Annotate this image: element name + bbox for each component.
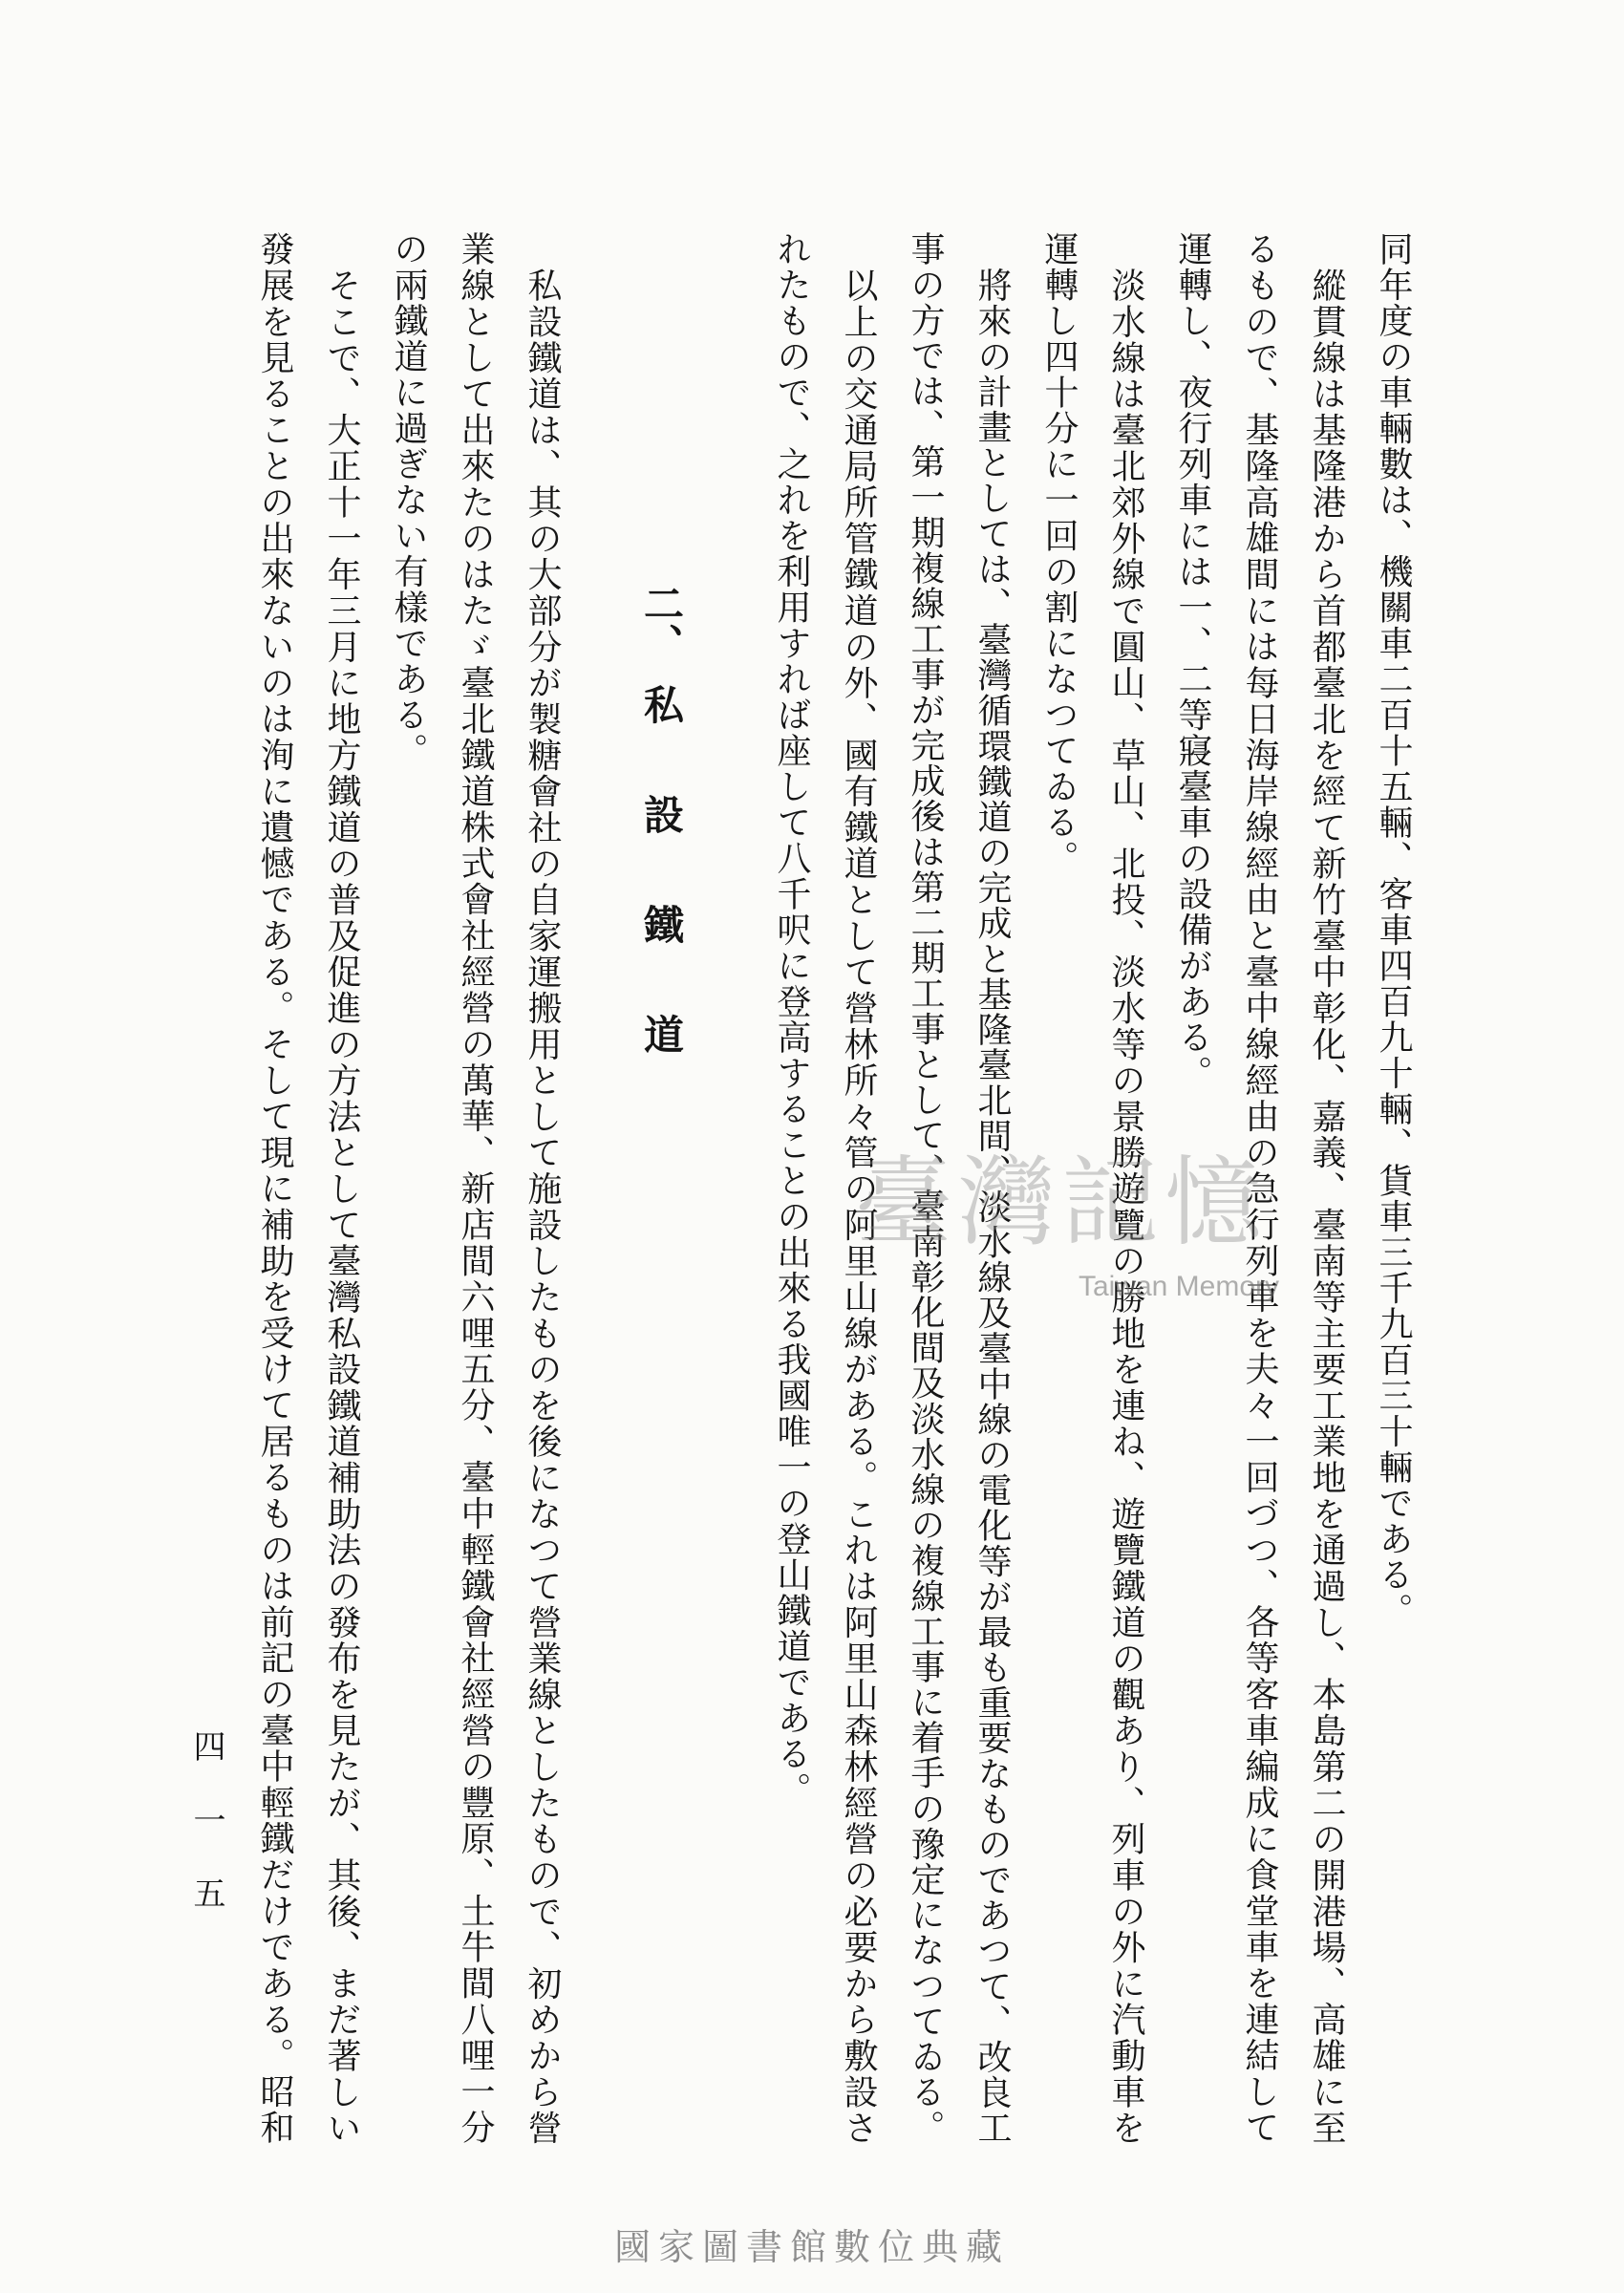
text-line: 將來の計畫としては、臺灣循環鐵道の完成と基隆臺北間、淡水線及臺中線の電化等が最も重要なものであつて、改良工 [972,267,1012,2144]
watermark-title: 臺灣記憶 [855,1146,1268,1260]
page-number: 四一五 [187,1729,225,1950]
text-line: 發展を見ることの出來ないのは洵に遺憾である。そして現に補助を受けて居るものは前記の臺中輕鐵だけである。昭和 [255,231,294,2144]
watermark-subtitle: Taiwan Memory [1078,1271,1279,1302]
text-line: の兩鐵道に過ぎない有樣である。 [389,231,428,769]
section-heading [636,583,686,1175]
text-line: 同年度の車輛數は、機關車二百十五輛、客車四百九十輛、貨車三千九百三十輛である。 [1374,231,1413,1629]
text-line: 運轉し、夜行列車には一、二等寢臺車の設備がある。 [1173,231,1212,1091]
text-line: そこで、大正十一年三月に地方鐵道の普及促進の方法として臺灣私設鐵道補助法の發布を見たが、其後、まだ著しい [322,267,361,2144]
text-line: 淡水線は臺北郊外線で圓山、草山、北投、淡水等の景勝遊覽の勝地を連ね、遊覽鐵道の觀あり、列車の外に汽動車を [1106,267,1145,2144]
text-line: れたもので、之れを利用すれば座して八千呎に登高することの出來る我國唯一の登山鐵道である。 [772,231,811,1808]
text-line: 私設鐵道は、其の大部分が製糖會社の自家運搬用として施設したものを後になつて營業線としたもので、初めから營 [523,267,562,2144]
text-line: るもので、基隆高雄間には每日海岸線經由と臺中線經由の急行列車を夫々一回づつ、各等客車編成に食堂車を連結して [1240,231,1279,2144]
text-block-government-railways [758,231,1426,2144]
section-number: 二、 [638,583,685,663]
text-line: 以上の交通局所管鐵道の外、國有鐵道として營林所々管の阿里山線がある。これは阿里山森林經營の必要から敷設さ [839,267,878,2144]
text-line: 業線として出來たのはたゞ臺北鐵道株式會社經營の萬華、新店間六哩五分、臺中輕鐵會社經營の豐原、土牛間八哩一分 [456,231,495,2144]
text-line: 運轉し四十分に一回の割になつてゐる。 [1039,231,1079,876]
section-title: 私設鐵道 [638,684,685,1124]
archive-footer: 國家圖書館數位典藏 [613,2226,1010,2268]
text-line: 事の方では、第一期複線工事が完成後は第二期工事として、臺南彰化間及淡水線の複線工事に着手の豫定になつてゐる。 [906,231,945,2144]
text-line: 縱貫線は基隆港から首都臺北を經て新竹臺中彰化、嘉義、臺南等主要工業地を通過し、本島第二の開港場、高雄に至 [1307,267,1346,2144]
text-block-private-railways [241,231,575,2144]
